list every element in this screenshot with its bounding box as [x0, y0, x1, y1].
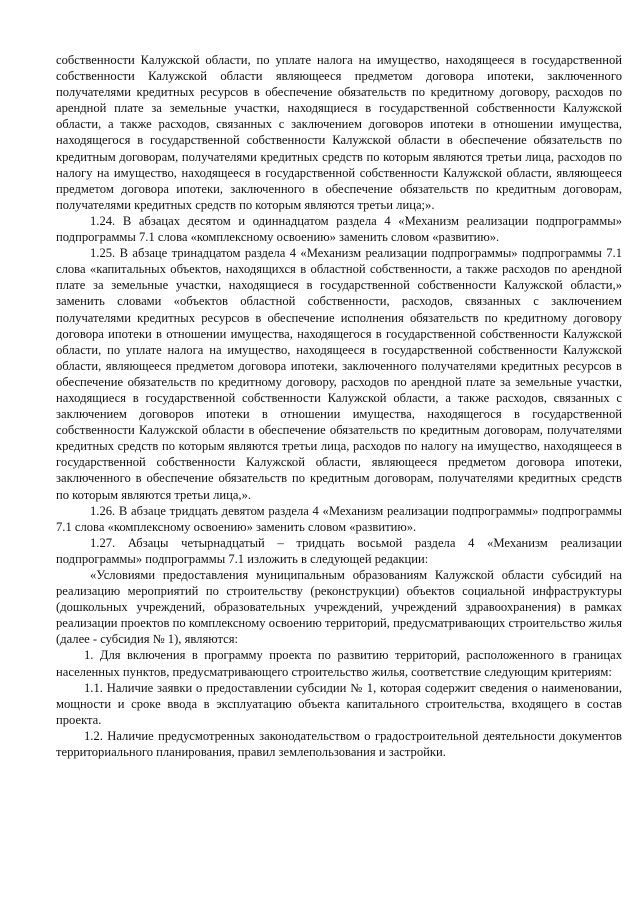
document-body [56, 52, 622, 760]
paragraph-continuation: собственности Калужской области, по уплате налога на имущество, находящееся в государственной собственности Калужской области являющееся предметом договора ипотеки, заключенного получателями кредитных ресурсов в обеспечение обязательств по кредитному договору, расходов по арендной плате за земельные участки, находящиеся в государственной собственности Калужской области, а также расходов, связанных с заключением договоров ипотеки в отношении имущества, находящегося в государственной собственности Калужской области в обеспечение обязательств по кредитным договорам, получателями кредитных средств по которым являются третьи лица, расходов по налогу на имущество, находящееся в государственной собственности Калужской области, являющееся предметом договора ипотеки, заключенного в обеспечение обязательств по кредитным договорам, получателями кредитных средств по которым являются третьи лица;». [56, 53, 622, 212]
paragraph-1-25: 1.25. В абзаце тринадцатом раздела 4 «Механизм реализации подпрограммы» подпрограммы 7.1 слова «капитальных объектов, находящихся в областной собственности, а также расходов по арендной плате за земельные участки, находящиеся в государственной собственности Калужской области,» заменить словами «объектов областной собственности, расходов, связанных с заключением получателями кредитных ресурсов в обеспечение исполнения обязательств по кредитному договору договора ипотеки в отношении имущества, находящегося в государственной собственности Калужской области, по уплате налога на имущество, находящееся в государственной собственности Калужской области, являющееся предметом договора ипотеки, заключенного получателями кредитных ресурсов в обеспечение обязательств по кредитному договору, расходов по арендной плате за земельные участки, находящиеся в государственной собственности Калужской области, а также расходов, связанных с заключением договоров ипотеки в отношении имущества, находящегося в государственной собственности Калужской области в обеспечение обязательств по кредитным договорам, получателями кредитных средств по которым являются третьи лица, расходов по налогу на имущество, находящееся в государственной собственности Калужской области, являющееся предметом договора ипотеки, заключенного в обеспечение обязательств по кредитным договорам, получателями кредитных средств по которым являются третьи лица,». [56, 246, 622, 502]
paragraph-1-26: 1.26. В абзаце тридцать девятом раздела 4 «Механизм реализации подпрограммы» подпрограммы 7.1 слова «комплексному освоению» заменить словом «развитию». [56, 503, 622, 534]
paragraph-1-24: 1.24. В абзацах десятом и одиннадцатом раздела 4 «Механизм реализации подпрограммы» подпрограммы 7.1 слова «комплексному освоению» заменить словом «развитию». [56, 213, 622, 245]
paragraph-item-1-1: 1.1. Наличие заявки о предоставлении субсидии № 1, которая содержит сведения о наименовании, мощности и сроке ввода в эксплуатацию объекта капитального строительства, входящего в состав проекта. [56, 680, 622, 727]
paragraph-conditions: «Условиями предоставления муниципальным образованиям Калужской области субсидий на реализацию мероприятий по строительству (реконструкции) объектов социальной инфраструктуры (дошкольных учреждений, образовательных учреждений, учреждений здравоохранения) в рамках реализации проектов по комплексному освоению территорий, предусматривающих строительство жилья (далее - субсидия № 1), являются: [56, 568, 622, 647]
paragraph-item-1-2: 1.2. Наличие предусмотренных законодательством о градостроительной деятельности документов территориального планирования, правил землепользования и застройки. [56, 728, 622, 760]
paragraph-1-27: 1.27. Абзацы четырнадцатый – тридцать восьмой раздела 4 «Механизм реализации подпрограммы» подпрограммы 7.1 изложить в следующей редакции: [56, 535, 622, 566]
paragraph-item-1: 1. Для включения в программу проекта по развитию территорий, расположенного в границах населенных пунктов, предусматривающего строительство жилья, соответствие следующим критериям: [56, 648, 622, 679]
